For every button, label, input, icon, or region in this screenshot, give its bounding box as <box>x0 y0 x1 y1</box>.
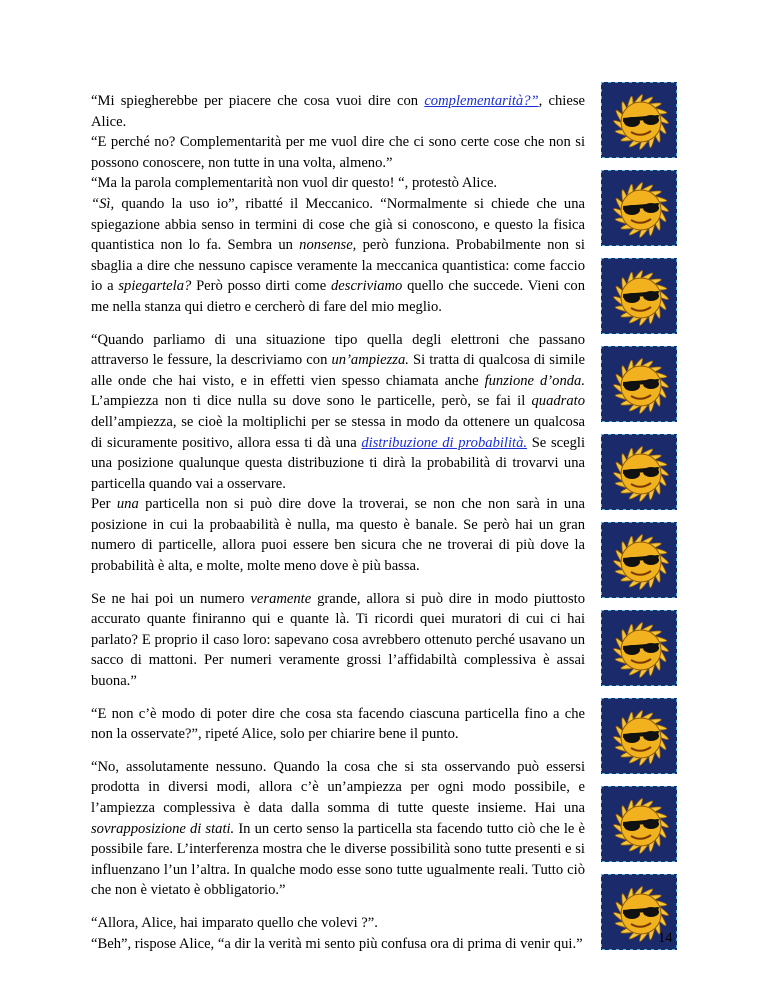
text-run: “No, assolutamente nessuno. Quando la cosa che si sta osservando può essersi prodotta in diversi modi, allora c’è un’ampiezza per ogni modo possibile, e l’ampiezza complessiva è data dalla somma di tutte queste insieme. Hai una <box>91 758 585 816</box>
page-number: 14 <box>658 930 673 946</box>
body-text <box>91 91 585 954</box>
text-run: “Ma la parola complementarità non vuol dir questo! “, protestò Alice. <box>91 175 498 192</box>
sun-with-sunglasses-icon <box>601 786 677 862</box>
paragraph-3 <box>91 589 585 692</box>
text-run: In un certo senso la particella sta facendo tutto ciò che le è possibile fare. L’interferenza mostra che le diverse possibilità sono tutte presenti e si influenzano l’un l’altra. In qualche modo esse sono tutte ugualmente reali. Tutto ciò che non è vietato è obbligatorio.” <box>91 820 585 899</box>
text-run: dell’ampiezza, se cioè la moltiplichi per se stessa in modo da ottenere un qualcosa di sicuramente positivo, allora essa ti dà una <box>91 413 585 451</box>
text-run: quello che succede. Vieni con me nella stanza qui dietro e cercherò di fare del mio meglio. <box>91 278 586 315</box>
complementarity-link[interactable]: complementarità?” <box>424 93 539 109</box>
sun-with-sunglasses-icon <box>601 698 677 774</box>
paragraph-4: “E non c’è modo di poter dire che cosa sta facendo ciascuna particella fino a che non la osservate?”, ripeté Alice, solo per chiarire bene il punto. <box>91 705 585 743</box>
text-run-italic: descriviamo <box>331 278 403 295</box>
text-run: Per <box>91 496 117 513</box>
text-run: particella non si può dire dove la troverai, se non che non sarà in una posizione in cui la probaabilità è nulla, ma questo è banale. Se però hai un gran numero di particelle, allora puoi essere ben sicura che ne troverai di più dove la probabilità è alta, e molte, molte meno dove è più bassa. <box>91 496 585 575</box>
text-run: L’ampiezza non ti dice nulla su dove sono le particelle, però, se fai il <box>91 393 532 410</box>
text-run: “Allora, Alice, hai imparato quello che volevi ?”. <box>91 914 378 931</box>
text-run-italic: spiegartela? <box>118 278 192 295</box>
text-run: Se scegli una posizione qualunque questa distribuzione ti dirà la probabilità di trovarvi una particella quando vai a osservare. <box>91 434 585 492</box>
sun-with-sunglasses-icon <box>601 258 677 334</box>
text-run: grande, allora si può dire in modo piuttosto accurato quante finiranno qui e quante là. Ti ricordi quei muratori di cui ci hai parlato? E proprio il caso loro: sapevano cosa avrebbero ottenuto perché usavano un sacco di mattoni. Per numeri veramente grossi l’affidabiltà complessiva è assai buona.” <box>91 590 585 690</box>
text-run: , chiese Alice. <box>91 93 585 130</box>
text-run-italic: “Sì, <box>91 195 115 212</box>
text-run-italic: veramente <box>250 590 312 607</box>
probability-distribution-link[interactable]: distribuzione di probabilità. <box>361 434 528 451</box>
text-run: quando la uso io”, ribatté il Meccanico. “Normalmente si chiede che una spiegazione abbia senso in termini di cose che già si conoscono, e questo la fisica quantistica non lo fa. Sembra un <box>91 195 585 254</box>
sun-with-sunglasses-icon <box>601 82 677 158</box>
text-run-italic: quadrato <box>531 393 585 410</box>
sun-with-sunglasses-icon <box>601 610 677 686</box>
sun-with-sunglasses-icon <box>601 346 677 422</box>
text-run-italic: nonsense, <box>299 237 357 254</box>
text-run: però funziona. Probabilmente non si sbaglia a dire che nessuno capisce veramente la meccanica quantistica: come faccio io a <box>91 237 585 295</box>
sun-with-sunglasses-icon <box>601 170 677 246</box>
paragraph-2 <box>91 330 585 577</box>
paragraph-5 <box>91 757 585 901</box>
text-run: “Quando parliamo di una situazione tipo quella degli elettroni che passano attraverso le fessure, la descriviamo con <box>91 331 585 369</box>
text-run: Se ne hai poi un numero <box>91 590 251 607</box>
text-run: Si tratta di qualcosa di simile alle onde che hai visto, e in effetti vien spesso chiamata anche <box>91 352 585 389</box>
sun-with-sunglasses-icon <box>601 434 677 510</box>
paragraph-1 <box>91 91 585 318</box>
text-run: “Beh”, rispose Alice, “a dir la verità mi sento più confusa ora di prima di venir qui.” <box>91 935 583 952</box>
text-run: “Mi spiegherebbe per piacere che cosa vuoi dire con <box>91 93 425 109</box>
text-run-italic: funzione d’onda. <box>484 372 585 389</box>
text-run-italic: sovrapposizione di stati. <box>91 820 235 837</box>
paragraph-6 <box>91 913 585 954</box>
sun-sidebar <box>601 82 677 962</box>
text-run-italic: una <box>116 496 139 513</box>
sun-with-sunglasses-icon <box>601 522 677 598</box>
text-run-italic: un’ampiezza. <box>331 352 409 369</box>
text-run: Però posso dirti come <box>191 278 331 295</box>
text-run: “E perché no? Complementarità per me vuol dire che ci sono certe cose che non si possono conoscere, non tutte in una volta, almeno.” <box>91 134 585 171</box>
